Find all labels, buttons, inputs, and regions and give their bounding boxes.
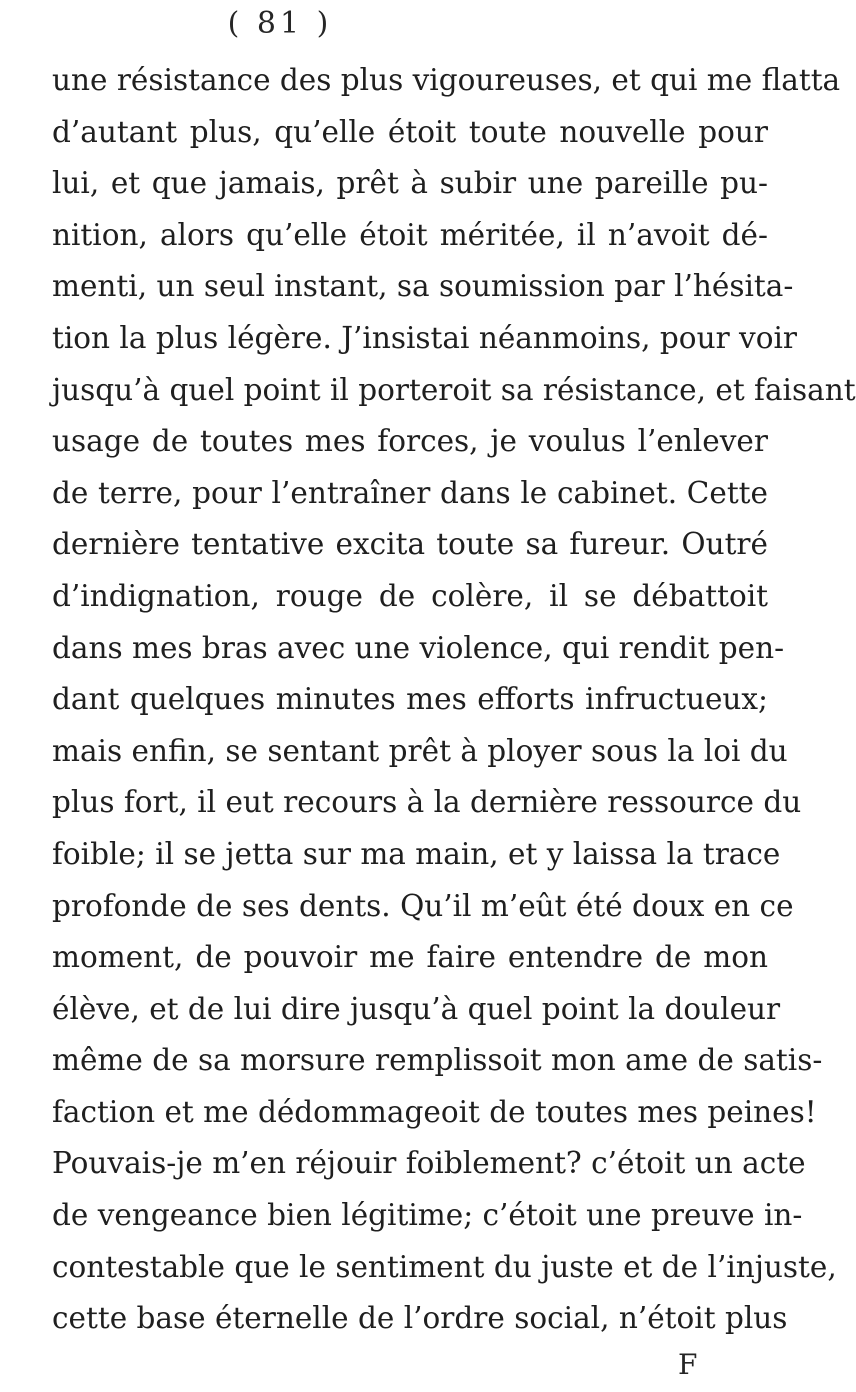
text-line: dans mes bras avec une violence, qui rendit pen- [52, 630, 785, 665]
text-line: plus fort, il eut recours à la dernière ressource du [52, 785, 802, 820]
text-line: d’autant plus, qu’elle étoit toute nouvelle pour [52, 114, 768, 149]
text-line: menti, un seul instant, sa soumission par l’hésita- [52, 269, 794, 304]
text-line: foible; il se jetta sur ma main, et y laissa la trace [52, 836, 781, 871]
text-line: Pouvais-je m’en réjouir foiblement? c’étoit un acte [52, 1146, 806, 1181]
text-line: lui, et que jamais, prêt à subir une pareille pu- [52, 166, 768, 201]
text-line: élève, et de lui dire jusqu’à quel point la douleur [52, 991, 781, 1026]
text-line: usage de toutes mes forces, je voulus l’enlever [52, 424, 768, 459]
text-line: jusqu’à quel point il porteroit sa résistance, et faisant [52, 372, 856, 407]
signature-mark: F [678, 1348, 698, 1381]
text-line: de terre, pour l’entraîner dans le cabinet. Cette [52, 475, 768, 510]
text-line: profonde de ses dents. Qu’il m’eût été doux en ce [52, 888, 794, 923]
text-line: moment, de pouvoir me faire entendre de mon [52, 940, 768, 975]
text-line: mais enfin, se sentant prêt à ployer sous la loi du [52, 733, 788, 768]
text-line: nition, alors qu’elle étoit méritée, il n’avoit dé- [52, 217, 768, 252]
text-line: tion la plus légère. J’insistai néanmoins, pour voir [52, 320, 798, 355]
text-line: faction et me dédommageoit de toutes mes peines! [52, 1094, 817, 1129]
text-line: cette base éternelle de l’ordre social, n’étoit plus [52, 1301, 788, 1336]
text-line: même de sa morsure remplissoit mon ame de satis- [52, 1043, 823, 1078]
text-line: de vengeance bien légitime; c’étoit une preuve in- [52, 1198, 803, 1233]
body-text [52, 55, 856, 1345]
text-line: contestable que le sentiment du juste et de l’injuste, [52, 1249, 837, 1284]
page-number: ( 81 ) [227, 6, 333, 41]
text-line: une résistance des plus vigoureuses, et qui me flatta [52, 63, 841, 97]
text-line: dant quelques minutes mes efforts infructueux; [52, 682, 768, 717]
text-line: d’indignation, rouge de colère, il se débattoit [52, 578, 768, 613]
text-line: dernière tentative excita toute sa fureur. Outré [52, 527, 768, 562]
